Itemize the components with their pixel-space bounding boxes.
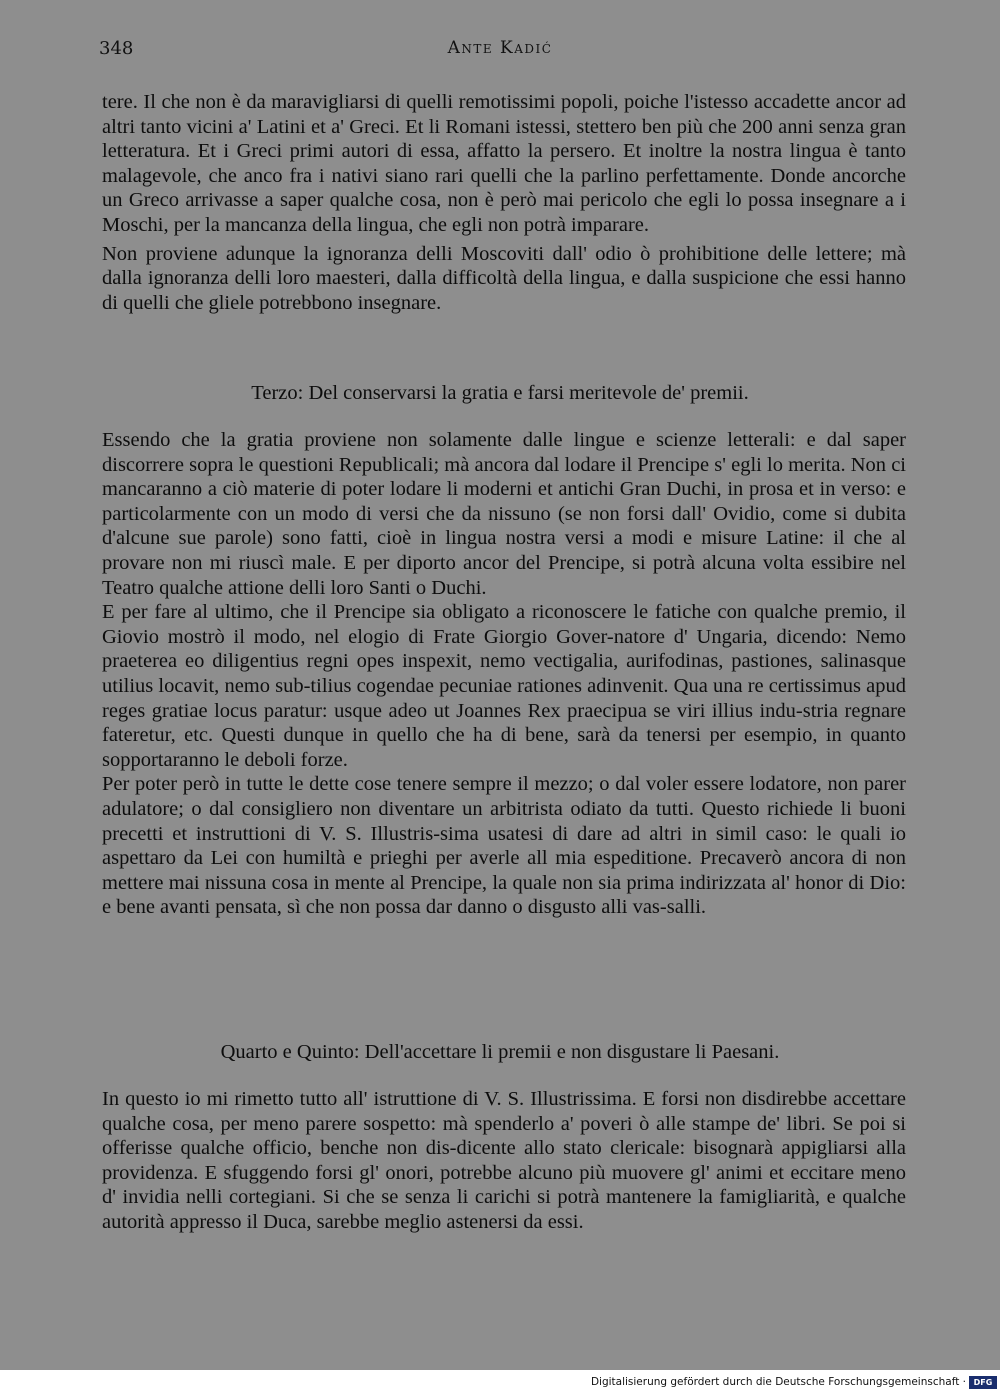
footer-credit: Digitalisierung gefördert durch die Deutsche Forschungsgemeinschaft ·	[590, 1376, 966, 1388]
text-block-2	[102, 428, 906, 920]
paragraph: Essendo che la gratia proviene non solamente dalle lingue e scienze letterali: e dal saper discorrere sopra le questioni Republicali; mà ancora dal lodare il Prencipe s' egli lo merita. Non ci mancaranno a ciò materie di poter lodare li moderni et antichi Gran Duchi, in prosa et in verso: e particolarmente con un modo di versi che da nissuno (se non forsi dall' Ovidio, come si dubita d'alcune sue parole) sono fatti, cioè in lingua nostra versi a modi e misure Latine: il che al provare non mi riuscì male. E per diporto ancor del Prencipe, si potrà alcuna volta essibire nel Teatro qualche attione delli loro Santi o Duchi.	[102, 429, 906, 599]
paragraph: tere. Il che non è da maravigliarsi di quelli remotissimi popoli, poiche l'istesso accadette ancor ad altri tanto vicini a' Latini et a' Greci. Et li Romani istessi, stettero ben più che 200 anni senza gran letteratura. Et i Greci primi autori di essa, affatto la persero. Et inoltre la nostra lingua è tanto malagevole, che anco fra i nativi siano rari quelli che la parlino perfettamente. Donde ancorche un Greco arrivasse a saper qualche cosa, non è però mai pericolo che egli lo possa insegnare a i Moschi, per la mancanza della lingua, che egli non potrà imparare.	[102, 91, 906, 236]
paragraph: E per fare al ultimo, che il Prencipe sia obligato a riconoscere le fatiche con qualche premio, il Giovio mostrò il modo, nel elogio di Frate Giorgio Gover-natore d' Ungaria, dicendo: Nemo praeterea eo diligentius regni opes inspexit, nemo vectigalia, aurifodinas, pastiones, salinasque utilius locavit, nemo sub-tilius cogendae pecuniae rationes adinvenit. Qua una re certissimus apud reges gratiae locus paratur: usque adeo ut Joannes Rex praecipua se viri illius indu-stria regnare fateretur, etc. Questi dunque in quello che ha di bene, sarà da tenersi per esempio, in quanto sopportaranno le deboli forze.	[102, 601, 906, 771]
paragraph: In questo io mi rimetto tutto all' istruttione di V. S. Illustrissima. E forsi non disdirebbe accettare qualche cosa, per meno parere sospetto: mà spenderlo a' poveri ò alle stampe de' libri. Se poi si offerisse qualche officio, benche non dis-dicente allo stato clericale: bisognarà appigliarsi alla providenza. E sfuggendo forsi gl' onori, potrebbe alcuno più muovere gl' animi et eccitare meno d' invidia nelli cortegiani. Si che se senza li carichi si potrà mantenere la famigliarità, e qualche autorità appresso il Duca, sarebbe meglio astenersi da essi.	[102, 1088, 906, 1233]
running-head-text: Ante Kadić	[447, 38, 553, 58]
page-header	[0, 38, 1000, 62]
dfg-logo: DFG	[969, 1376, 997, 1389]
section-heading-terzo: Terzo: Del conservarsi la gratia e farsi meritevole de' premii.	[251, 382, 749, 404]
text-block-3	[102, 1087, 906, 1235]
digitization-footer	[0, 1376, 1000, 1392]
running-head	[0, 38, 1000, 58]
paragraph: Per poter però in tutte le dette cose tenere sempre il mezzo; o dal voler essere lodatore, non parer adulatore; o dal consigliero non diventare un arbitrista odiato da tutti. Questo richiede li buoni precetti et instruttioni di V. S. Illustris-sima usatesi di dare ad altri in simil caso: le quali io aspettaro da Lei con humiltà e prieghi per averle all mia espeditione. Precaverò ancora di non mettere mai nissuna cosa in mente al Prencipe, la quale non sia prima indirizzata al' honor di Dio: e bene avanti pensata, sì che non possa dar danno o disgusto alli vas-salli.	[102, 773, 906, 919]
paragraph: Non proviene adunque la ignoranza delli Moscoviti dall' odio ò prohibitione delle lettere; mà dalla ignoranza delli loro maesteri, dalla difficoltà della lingua, e dalla suspicione che essi hanno di quelli che gliele potrebbono insegnare.	[102, 242, 906, 314]
text-block-1	[102, 90, 906, 315]
section-heading-quarto-quinto: Quarto e Quinto: Dell'accettare li premii e non disgustare li Paesani.	[220, 1041, 780, 1063]
page-number: 348	[99, 38, 134, 59]
